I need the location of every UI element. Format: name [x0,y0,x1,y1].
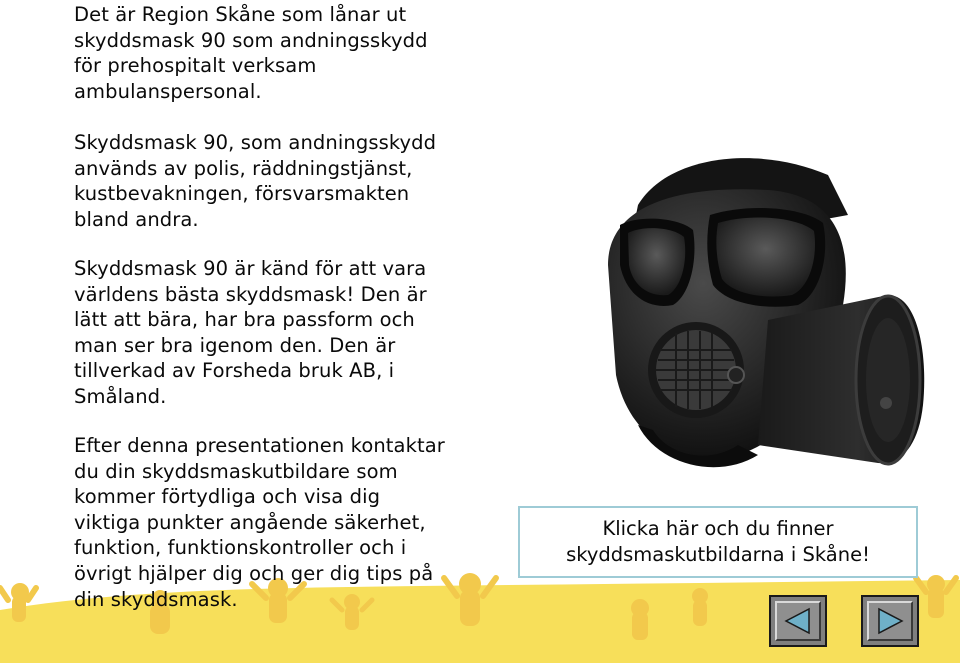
previous-button[interactable] [769,595,827,647]
previous-button-face [775,601,821,641]
gas-mask-image [598,145,928,485]
triangle-right-icon [875,607,905,635]
intro-paragraph: Det är Region Skåne som lånar ut skyddsmask 90 som andningsskydd för prehospitalt verksam ambulanspersonal. [74,3,428,103]
usage-paragraph: Skyddsmask 90, som andningsskydd används av polis, räddningstjänst, kustbevakningen, försvarsmakten bland andra. [74,131,437,231]
contact-paragraph: Efter denna presentationen kontaktar du din skyddsmaskutbildare som kommer förtydliga och visa dig viktiga punkter angående säkerhet, funktion, funktionskontroller och i övrigt hjälper dig och ger dig tips på din skyddsmask. [74,434,445,611]
instructors-link[interactable] [518,506,918,578]
description-paragraph: Skyddsmask 90 är känd för att vara världens bästa skyddsmask! Den är lätt att bära, har bra passform och man ser bra igenom den. Den är tillverkad av Forsheda bruk AB, i Småland. [74,257,427,408]
next-button[interactable] [861,595,919,647]
instructors-link-line2: skyddsmaskutbildarna i Skåne! [566,543,870,566]
triangle-left-icon [783,607,813,635]
instructors-link-line1: Klicka här och du finner [602,517,834,541]
next-button-face [867,601,913,641]
